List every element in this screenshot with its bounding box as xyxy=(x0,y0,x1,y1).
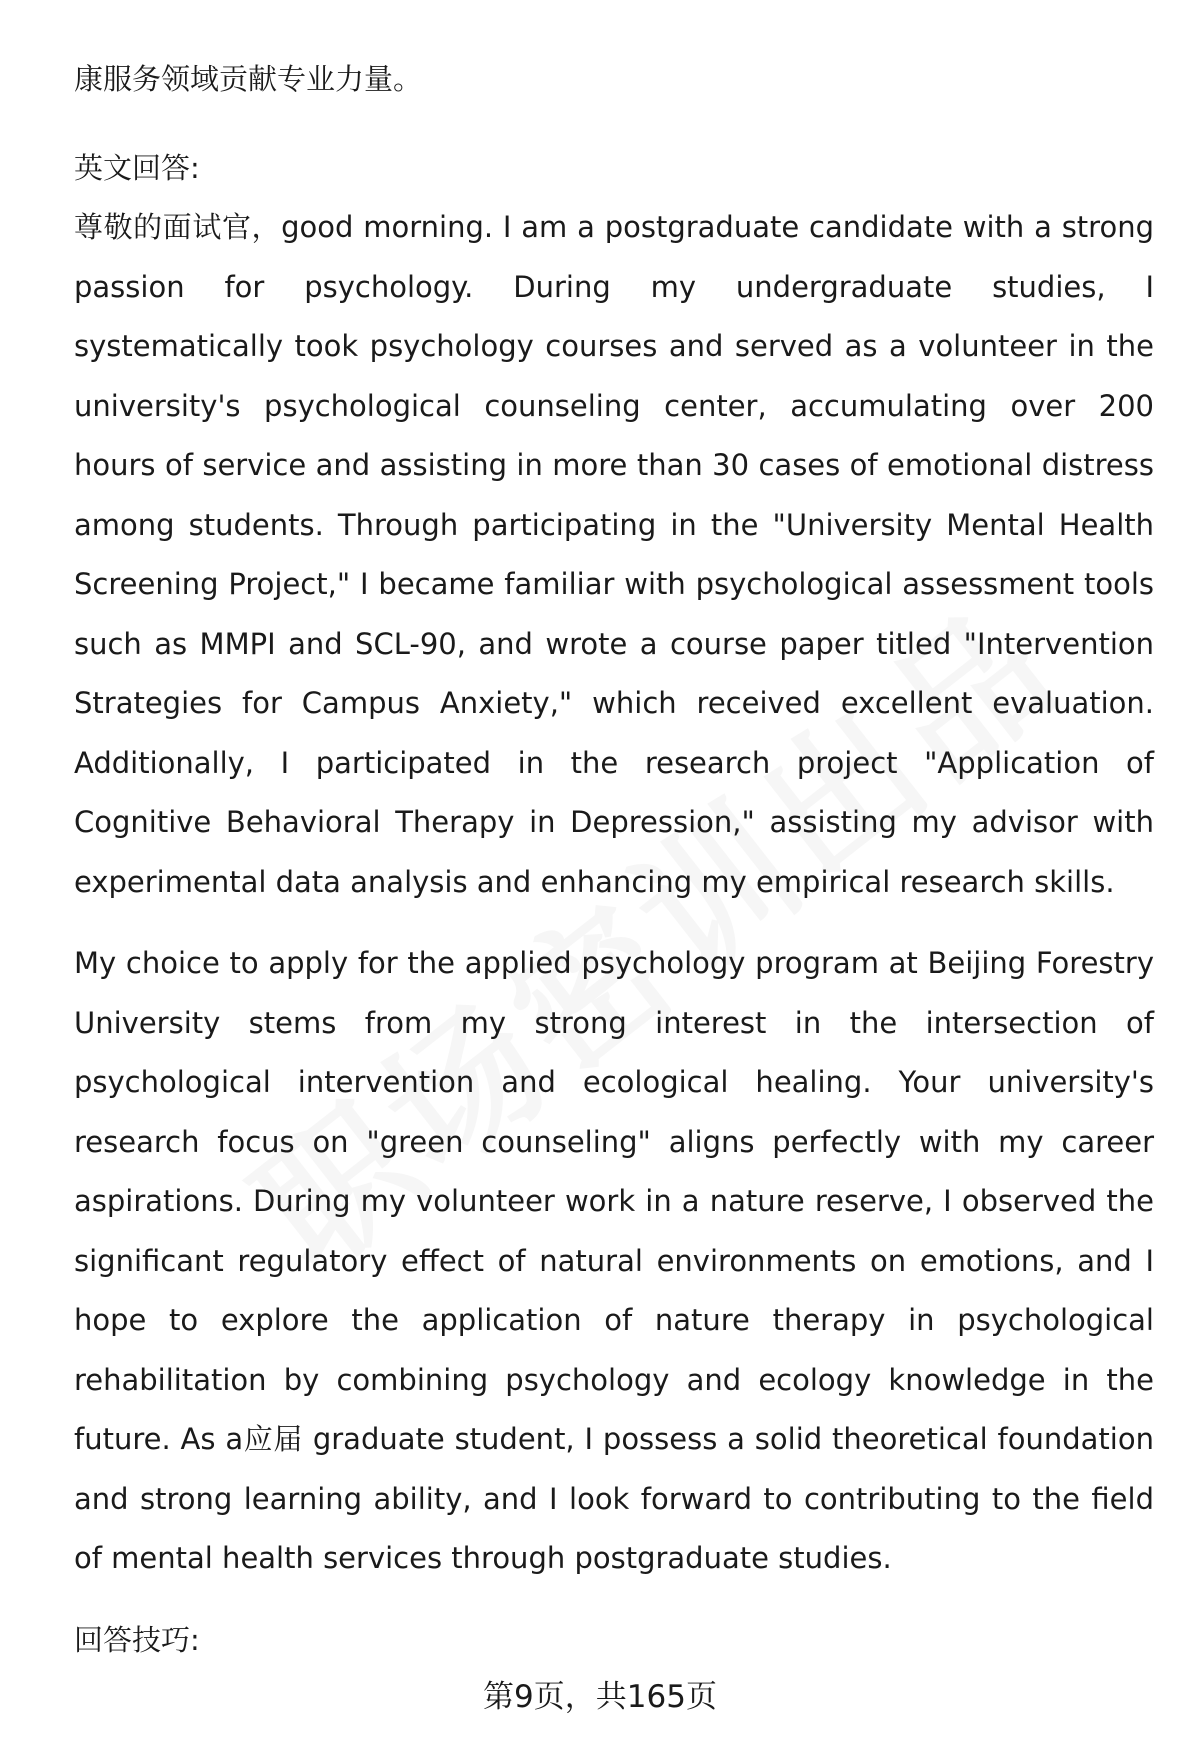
spacer xyxy=(74,912,1154,934)
intro-line: 康服务领域贡献专业力量。 xyxy=(74,62,423,96)
section-heading-english-answer: 英文回答: xyxy=(74,150,200,185)
answer-paragraph-2: My choice to apply for the applied psychology program at Beijing Forestry University stems from my strong interest in the intersection of psychological intervention and ecological healing. Your university's research focus on "green counseling" aligns perfectly with my career aspirations. During my volunteer work in a nature reserve, I observed the significant regulatory effect of natural environments on emotions, and I hope to explore the application of nature therapy in psychological rehabilitation by combining psychology and ecology knowledge in the future. As a应届 graduate student, I possess a solid theoretical foundation and strong learning ability, and I look forward to contributing to the field of mental health services through postgraduate studies. xyxy=(74,946,1154,1575)
section-heading-answer-tips: 回答技巧: xyxy=(74,1622,200,1657)
page-number: 第9页，共165页 xyxy=(483,1679,717,1715)
answer-paragraph-1: 尊敬的面试官，good morning. I am a postgraduate candidate with a strong passion for psychology. During my undergraduate studies, I systematically took psychology courses and served as a volunteer in the university's psychological counseling center, accumulating over 200 hours of service and assisting in more than 30 cases of emotional distress among students. Through participating in the "University Mental Health Screening Project," I became familiar with psychological assessment tools such as MMPI and SCL-90, and wrote a course paper titled "Intervention Strategies for Campus Anxiety," which received excellent evaluation. Additionally, I participated in the research project "Application of Cognitive Behavioral Therapy in Depression," assisting my advisor with experimental data analysis and enhancing my empirical research skills. xyxy=(74,210,1154,899)
spacer xyxy=(74,110,1154,139)
spacer xyxy=(74,1589,1154,1611)
document-body xyxy=(74,50,1154,1670)
